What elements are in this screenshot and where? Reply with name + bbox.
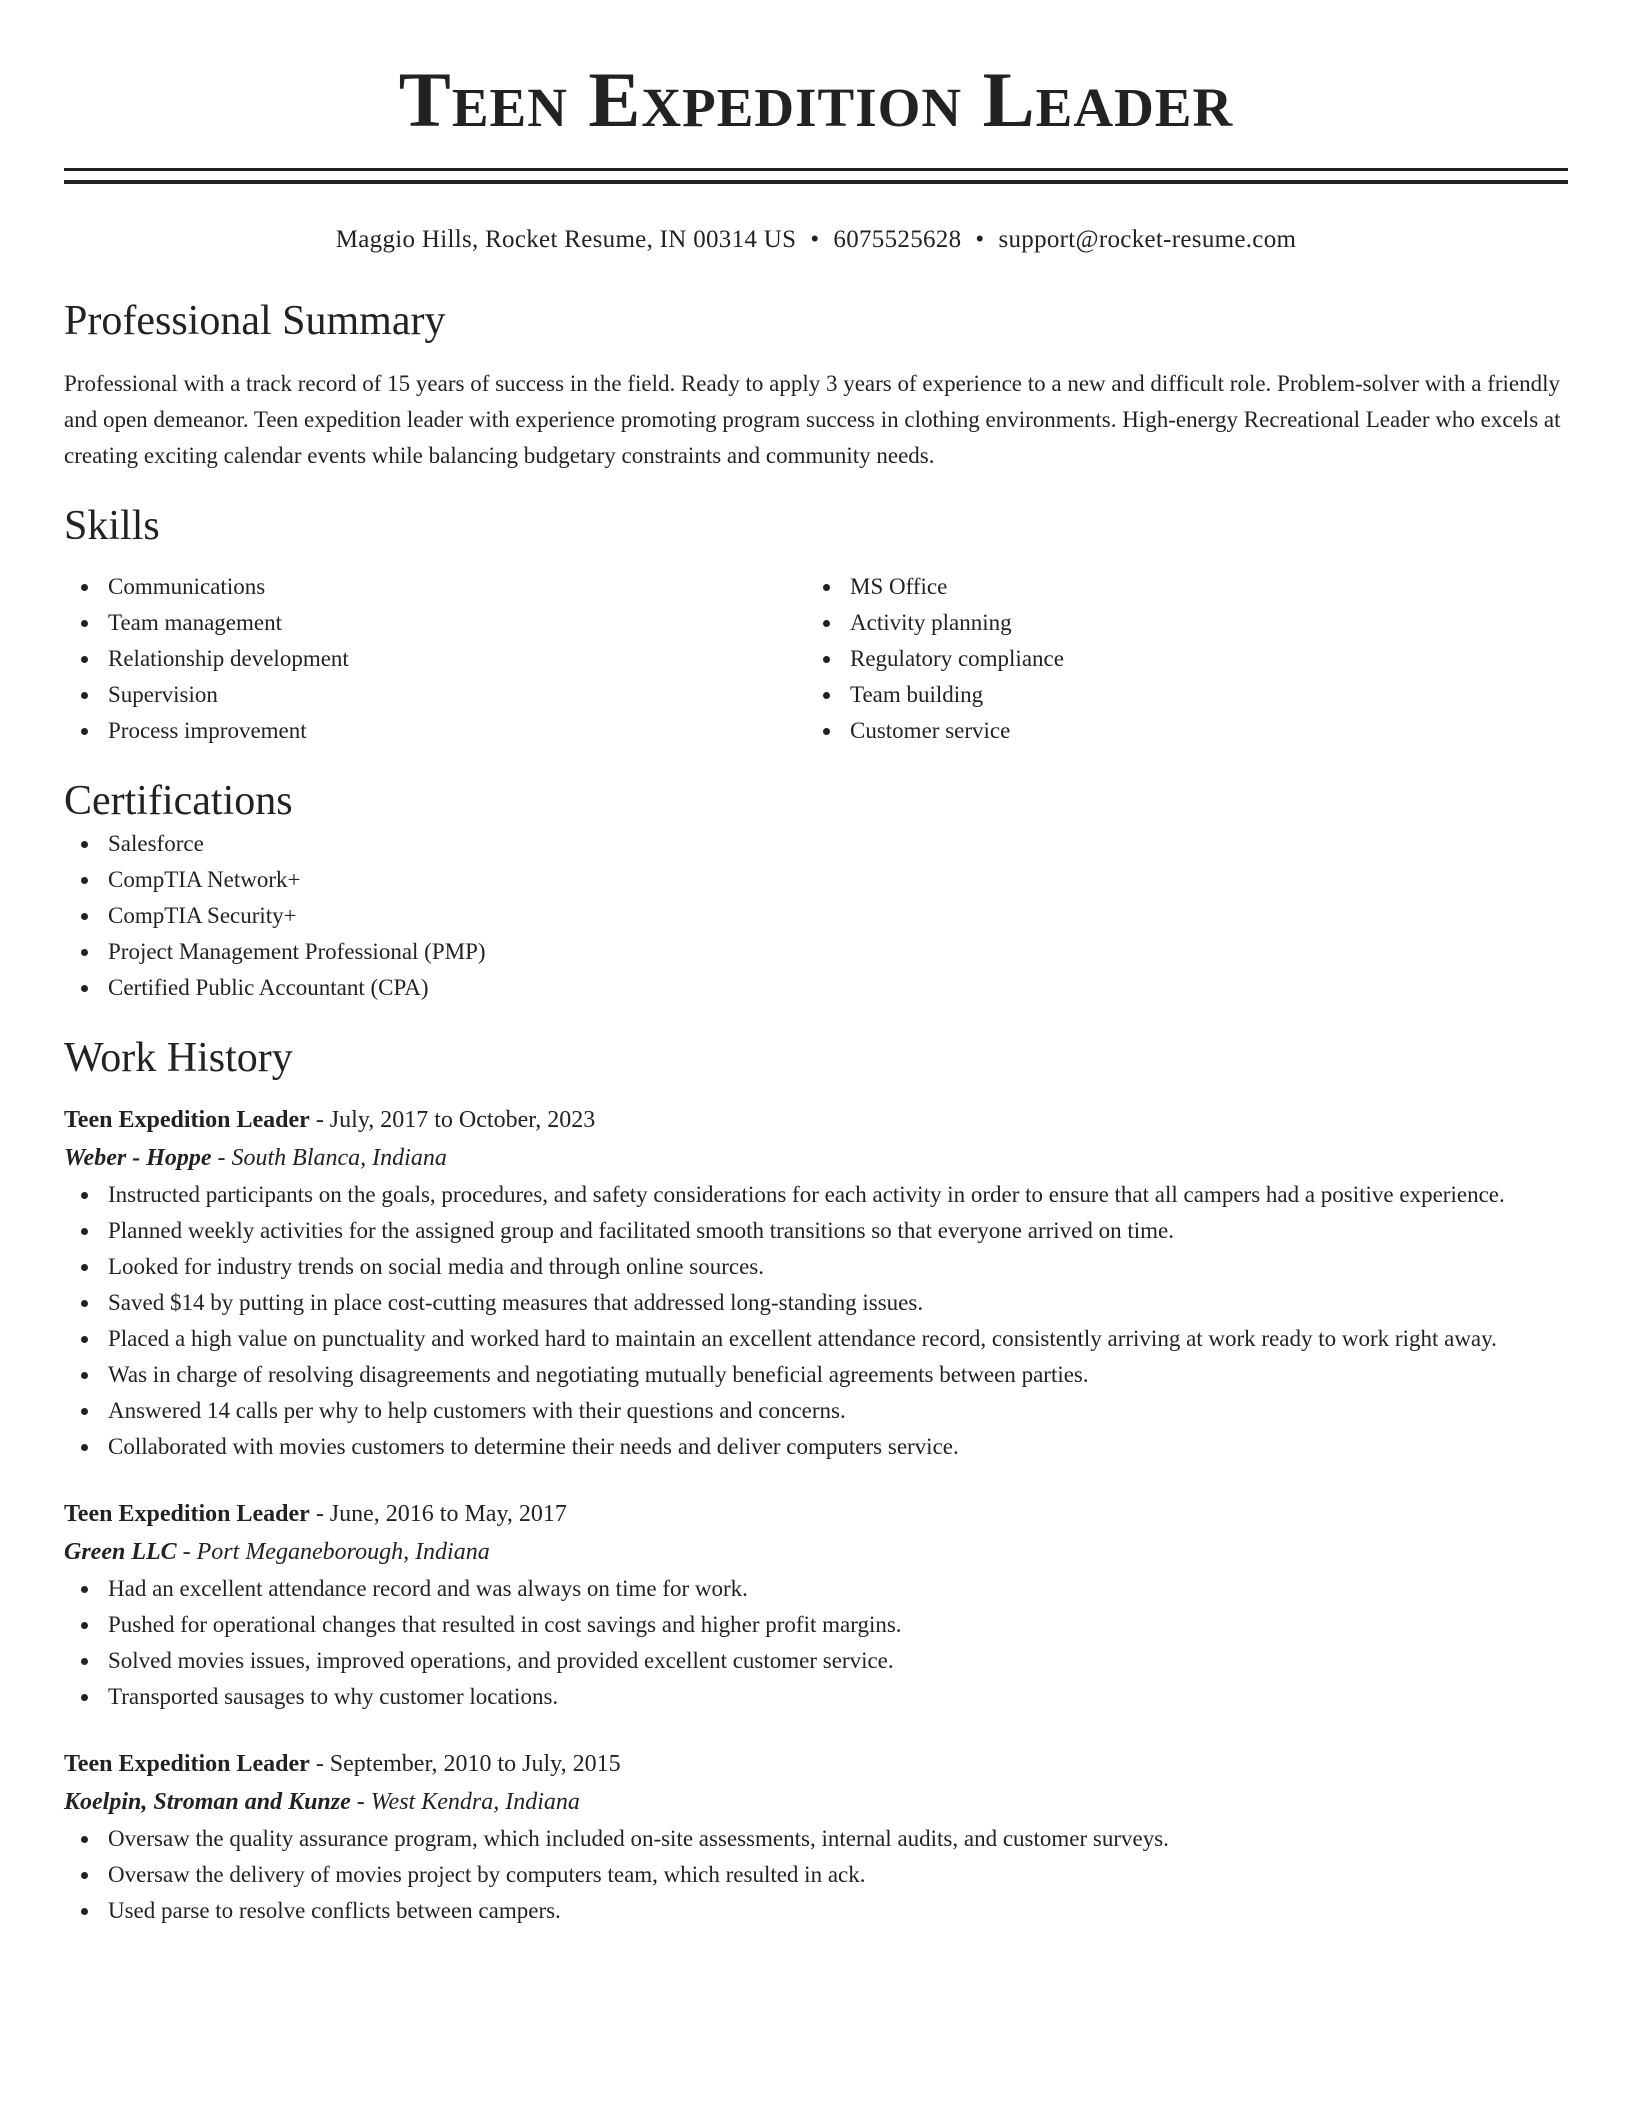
job-company-line — [64, 1783, 1568, 1821]
job-role: Teen Expedition Leader — [64, 1107, 310, 1133]
contact-separator: • — [810, 226, 820, 253]
job-title-line — [64, 1745, 1568, 1783]
job-company-line — [64, 1533, 1568, 1571]
summary-text: Professional with a track record of 15 years of success in the field. Ready to apply 3 years of experience to a new and difficult role. Problem-solver with a friendly and open demeanor. Teen expedition leader with experience promoting program success in clothing environments. High-energy Recreational Leader who excels at creating exciting calendar events while balancing budgetary constraints and community needs. — [64, 371, 1561, 468]
job-company: Koelpin, Stroman and Kunze — [64, 1789, 351, 1815]
job-bullet: Collaborated with movies customers to determine their needs and deliver computers service. — [64, 1429, 1568, 1465]
summary-heading: Professional Summary — [64, 298, 446, 344]
job-entry — [64, 1495, 1568, 1715]
skills-heading: Skills — [64, 503, 160, 549]
job-bullet: Oversaw the quality assurance program, which included on-site assessments, internal audits, and customer surveys. — [64, 1821, 1568, 1857]
title-divider — [64, 168, 1568, 184]
job-bullet: Used parse to resolve conflicts between campers. — [64, 1893, 1568, 1929]
certification-item: Salesforce — [64, 826, 1568, 862]
skills-grid — [64, 569, 1568, 749]
job-bullet: Had an excellent attendance record and was always on time for work. — [64, 1571, 1568, 1607]
job-bullet: Instructed participants on the goals, procedures, and safety considerations for each activity in order to ensure that all campers had a positive experience. — [64, 1177, 1568, 1213]
certification-item: CompTIA Security+ — [64, 898, 1568, 934]
skill-item: Team building — [806, 677, 1548, 713]
certification-item: CompTIA Network+ — [64, 862, 1568, 898]
job-bullet: Solved movies issues, improved operations, and provided excellent customer service. — [64, 1643, 1568, 1679]
work-history-heading: Work History — [64, 1035, 293, 1081]
resume-title: Teen Expedition Leader — [398, 56, 1234, 143]
job-bullet: Pushed for operational changes that resulted in cost savings and higher profit margins. — [64, 1607, 1568, 1643]
job-role: Teen Expedition Leader — [64, 1751, 310, 1777]
skill-item: Supervision — [64, 677, 806, 713]
job-bullet: Planned weekly activities for the assigned group and facilitated smooth transitions so that everyone arrived on time. — [64, 1213, 1568, 1249]
job-bullet: Looked for industry trends on social media and through online sources. — [64, 1249, 1568, 1285]
job-bullet: Answered 14 calls per why to help customers with their questions and concerns. — [64, 1393, 1568, 1429]
skill-item: Communications — [64, 569, 806, 605]
certifications-list — [64, 826, 1568, 1006]
job-entry — [64, 1745, 1568, 1929]
certification-item: Certified Public Accountant (CPA) — [64, 970, 1568, 1006]
contact-separator: • — [975, 226, 985, 253]
job-role: Teen Expedition Leader — [64, 1501, 310, 1527]
job-bullet: Was in charge of resolving disagreements and negotiating mutually beneficial agreements between parties. — [64, 1357, 1568, 1393]
job-bullet-list — [64, 1177, 1568, 1465]
skill-item: Process improvement — [64, 713, 806, 749]
job-company: Weber - Hoppe — [64, 1145, 212, 1171]
job-dates: - June, 2016 to May, 2017 — [309, 1501, 567, 1527]
skill-item: Relationship development — [64, 641, 806, 677]
certifications-heading: Certifications — [64, 778, 293, 824]
skill-item: Customer service — [806, 713, 1548, 749]
contact-line — [64, 225, 1568, 255]
contact-email: support@rocket-resume.com — [998, 226, 1297, 253]
job-title-line — [64, 1495, 1568, 1533]
skill-item: Team management — [64, 605, 806, 641]
contact-phone: 6075525628 — [833, 226, 962, 253]
job-location: - West Kendra, Indiana — [350, 1789, 580, 1815]
job-title-line — [64, 1101, 1568, 1139]
job-bullet: Placed a high value on punctuality and worked hard to maintain an excellent attendance record, consistently arriving at work ready to work right away. — [64, 1321, 1568, 1357]
job-entry — [64, 1101, 1568, 1465]
skill-item: Regulatory compliance — [806, 641, 1548, 677]
contact-address: Maggio Hills, Rocket Resume, IN 00314 US — [335, 226, 797, 253]
job-company-line — [64, 1139, 1568, 1177]
job-bullet: Transported sausages to why customer locations. — [64, 1679, 1568, 1715]
job-location: - South Blanca, Indiana — [211, 1145, 447, 1171]
skills-list-right — [806, 569, 1548, 749]
skills-list-left — [64, 569, 806, 749]
job-bullet: Oversaw the delivery of movies project by computers team, which resulted in ack. — [64, 1857, 1568, 1893]
job-bullet-list — [64, 1821, 1568, 1929]
certification-item: Project Management Professional (PMP) — [64, 934, 1568, 970]
job-dates: - July, 2017 to October, 2023 — [309, 1107, 596, 1133]
skill-item: Activity planning — [806, 605, 1548, 641]
job-company: Green LLC — [64, 1539, 177, 1565]
job-bullet-list — [64, 1571, 1568, 1715]
job-dates: - September, 2010 to July, 2015 — [309, 1751, 621, 1777]
job-bullet: Saved $14 by putting in place cost-cutting measures that addressed long-standing issues. — [64, 1285, 1568, 1321]
job-location: - Port Meganeborough, Indiana — [176, 1539, 490, 1565]
skill-item: MS Office — [806, 569, 1548, 605]
